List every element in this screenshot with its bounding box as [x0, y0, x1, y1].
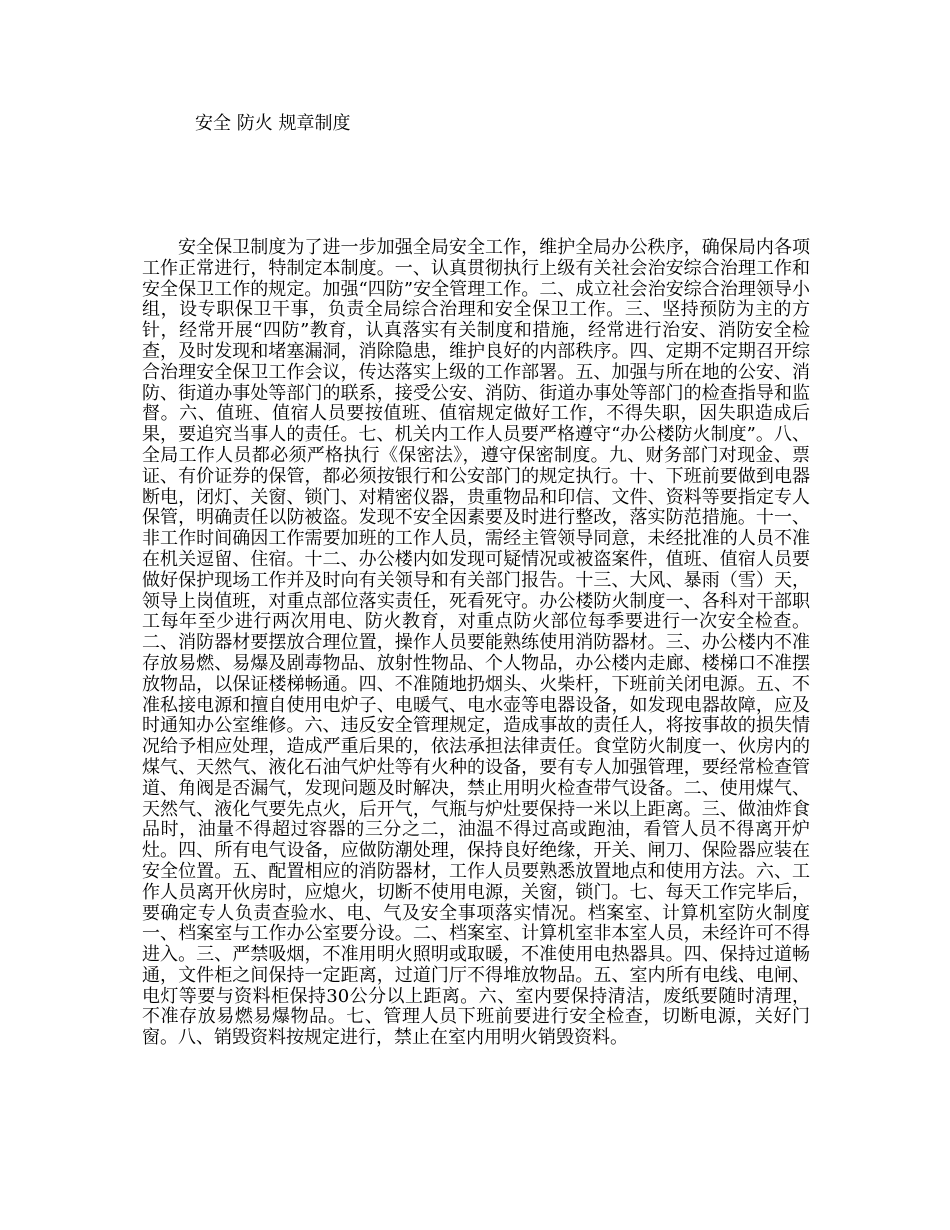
document-body: 安全保卫制度为了进一步加强全局安全工作，维护全局办公秩序，确保局内各项工作正常进行，特制定本制度。一、认真贯彻执行上级有关社会治安综合治理工作和安全保卫工作的规定。加强“四防”安全管理工作。二、成立社会治安综合治理领导小组，设专职保卫干事，负责全局综合治理和安全保卫工作。三、坚持预防为主的方针，经常开展“四防”教育，认真落实有关制度和措施，经常进行治安、消防安全检查，及时发现和堵塞漏洞，消除隐患，维护良好的内部秩序。四、定期不定期召开综合治理安全保卫工作会议，传达落实上级的工作部署。五、加强与所在地的公安、消防、街道办事处等部门的联系，接受公安、消防、街道办事处等部门的检查指导和监督。六、值班、值宿人员要按值班、值宿规定做好工作，不得失职，因失职造成后果，要追究当事人的责任。七、机关内工作人员要严格遵守“办公楼防火制度”。八、全局工作人员都必须严格执行《保密法》，遵守保密制度。九、财务部门对现金、票证、有价证券的保管，都必须按银行和公安部门的规定执行。十、下班前要做到电器断电，闭灯、关窗、锁门、对精密仪器，贵重物品和印信、文件、资料等要指定专人保管，明确责任以防被盗。发现不安全因素要及时进行整改，落实防范措施。十一、非工作时间确因工作需要加班的工作人员，需经主管领导同意，未经批准的人员不准在机关逗留、住宿。十二、办公楼内如发现可疑情况或被盗案件，值班、值宿人员要做好保护现场工作并及时向有关领导和有关部门报告。十三、大风、暴雨（雪）天，领导上岗值班，对重点部位落实责任，死看死守。办公楼防火制度一、各科对干部职工每年至少进行两次用电、防火教育，对重点防火部位每季要进行一次安全检查。二、消防器材要摆放合理位置，操作人员要能熟练使用消防器材。三、办公楼内不准存放易燃、易爆及剧毒物品、放射性物品、个人物品，办公楼内走廊、楼梯口不准摆放物品，以保证楼梯畅通。四、不准随地扔烟头、火柴杆，下班前关闭电源。五、不准私接电源和擅自使用电炉子、电暖气、电水壶等电器设备，如发现电器故障，应及时通知办公室维修。六、违反安全管理规定，造成事故的责任人，将按事故的损失情况给予相应处理，造成严重后果的，依法承担法律责任。食堂防火制度一、伙房内的煤气、天然气、液化石油气炉灶等有火种的设备，要有专人加强管理，要经常检查管道、角阀是否漏气，发现问题及时解决，禁止用明火检查带气设备。二、使用煤气、天然气、液化气要先点火，后开气，气瓶与炉灶要保持一米以上距离。三、做油炸食品时，油量不得超过容器的三分之二，油温不得过高或跑油，看管人员不得离开炉灶。四、所有电气设备，应做防潮处理，保持良好绝缘，开关、闸刀、保险器应装在安全位置。五、配置相应的消防器材，工作人员要熟悉放置地点和使用方法。六、工作人员离开伙房时，应熄火，切断不使用电源，关窗，锁门。七、每天工作完毕后，要确定专人负责查验水、电、气及安全事项落实情况。档案室、计算机室防火制度一、档案室与工作办公室要分设。二、档案室、计算机室非本室人员，未经许可不得进入。三、严禁吸烟，不准用明火照明或取暖，不准使用电热器具。四、保持过道畅通，文件柜之间保持一定距离，过道门厅不得堆放物品。五、室内所有电线、电闸、电灯等要与资料柜保持30公分以上距离。六、室内要保持清洁，废纸要随时清理，不准存放易燃易爆物品。七、管理人员下班前要进行安全检查，切断电源，关好门窗。八、销毁资料按规定进行，禁止在室内用明火销毁资料。 [142, 237, 810, 1049]
document-title: 安全 防火 规章制度 [195, 113, 351, 134]
